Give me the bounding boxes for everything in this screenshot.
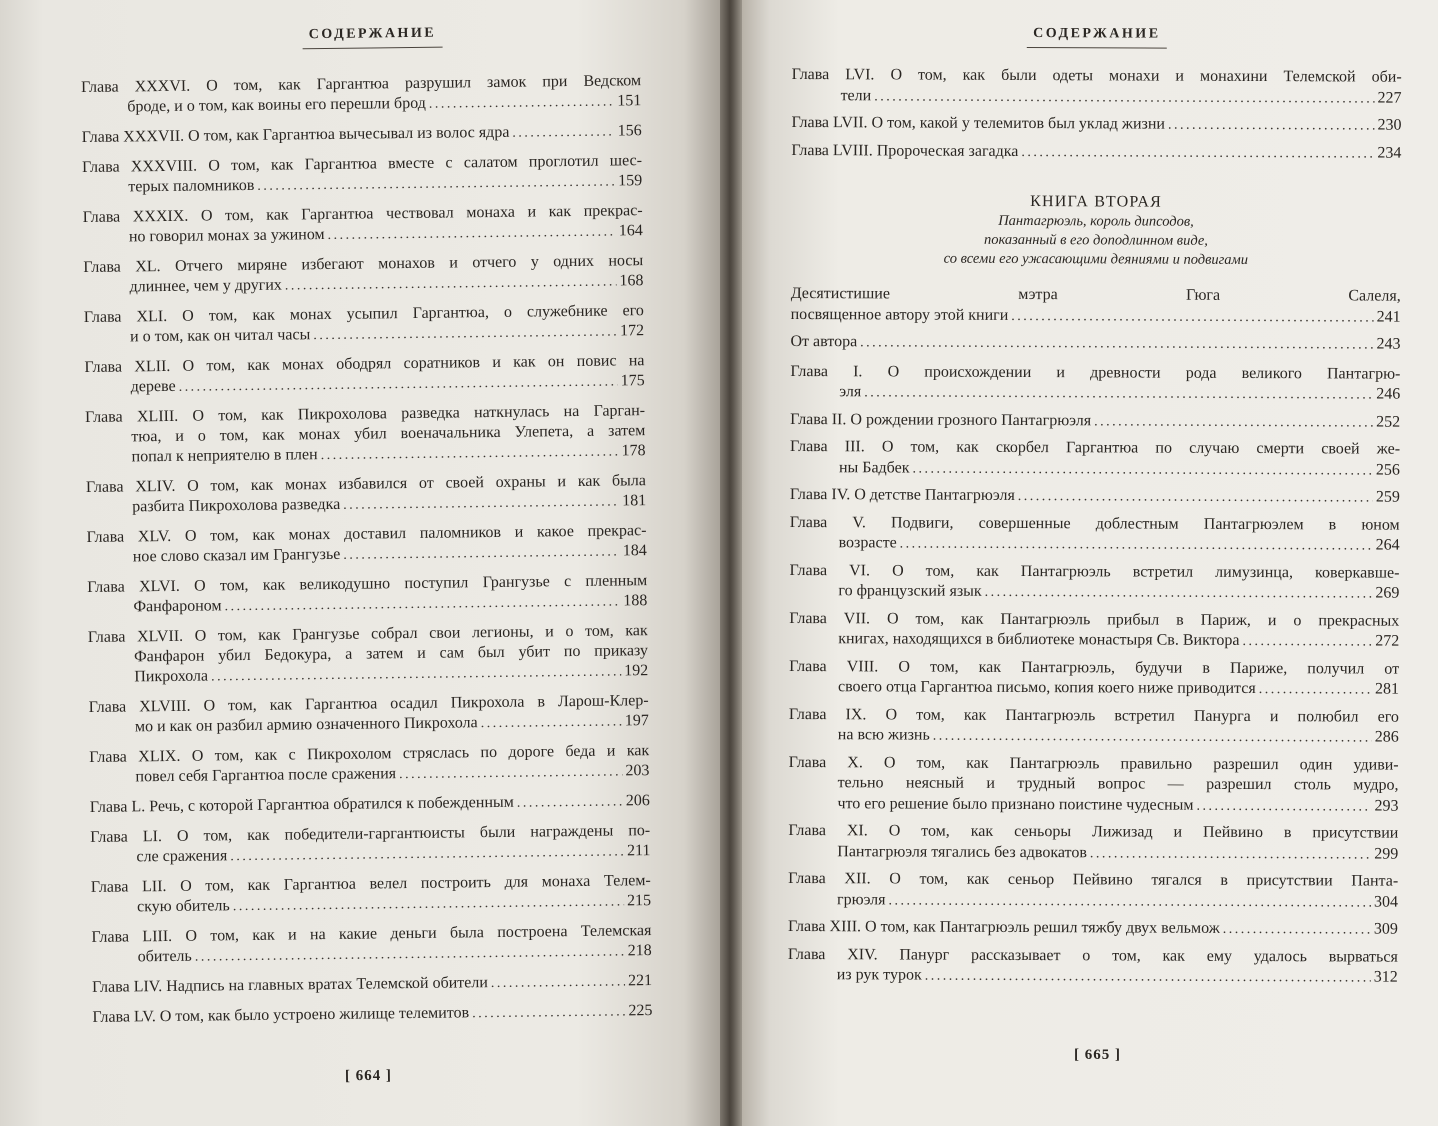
book-subtitle-line: показанный в его доподлинном виде, — [983, 231, 1208, 249]
toc-entry-title: Глава XLI. О том, как монах усыпил Гаргантюа, о служебнике его — [83, 302, 644, 326]
leader-dots — [1011, 306, 1373, 328]
leader-dots — [1223, 920, 1371, 941]
toc-entry — [792, 65, 1402, 110]
toc-entry-title: Глава XLII. О том, как монах ободрял соратников и как он повис на — [84, 352, 645, 376]
leader-dots — [517, 792, 623, 813]
leader-dots — [860, 333, 1373, 356]
toc-entry-continuation — [789, 677, 1399, 701]
toc-entry-text: Пантагрюэля тягались без адвокатов — [837, 842, 1087, 861]
toc-entry-title: Десятистишие мэтра Гюга Салеля, — [790, 284, 1401, 305]
toc-entry-continuation — [789, 581, 1399, 605]
toc-entry-title: Глава LIII. О том, как и на какие деньги была построена Телемская — [91, 922, 652, 946]
toc-page-number: 197 — [624, 712, 649, 730]
toc-entry-continuation — [788, 965, 1398, 989]
leader-dots — [179, 372, 618, 397]
toc-entry-line — [82, 121, 642, 149]
toc-entry-title: Глава XXXVI. О том, как Гаргантюа разрушил замок при Ведском — [80, 72, 642, 96]
toc-entry — [791, 113, 1401, 137]
right-page — [742, 0, 1438, 1126]
toc-page-number: 218 — [627, 942, 652, 960]
toc-page-number: 299 — [1374, 845, 1399, 863]
toc-page-number: 227 — [1377, 89, 1402, 107]
toc-entry — [791, 140, 1401, 164]
toc-entry — [789, 560, 1399, 605]
left-page-content — [80, 0, 653, 1038]
toc-entry — [790, 361, 1400, 406]
page-number: [ 665 ] — [1074, 1047, 1121, 1063]
toc-entry — [788, 944, 1398, 989]
toc-entry-text: Глава L. Речь, с которой Гаргантюа обратился к побежденным — [89, 793, 514, 816]
toc-entry-line — [790, 409, 1400, 433]
toc-entry-text: разбита Пикрохолова разведка — [132, 495, 341, 516]
leader-dots — [1090, 844, 1371, 866]
toc-page-number: 181 — [622, 492, 647, 510]
toc-entry — [90, 821, 650, 869]
toc-entry-text: Глава LVIII. Пророческая загадка — [791, 141, 1019, 160]
toc-entry — [84, 351, 644, 399]
toc-page-number: 230 — [1377, 116, 1402, 134]
toc-entry-line — [788, 917, 1398, 941]
toc-entry — [85, 401, 646, 469]
toc-entry-title: Глава XLVI. О том, как великодушно поступил Грангузье с пленным — [87, 572, 648, 596]
toc-entry-text: Глава LIV. Надпись на главных вратах Телемской обители — [91, 974, 488, 996]
toc-entry-title: Глава LII. О том, как Гаргантюа велел построить для монаха Телем- — [90, 872, 651, 896]
toc-entry-title: Глава XLIV. О том, как монах избавился от своей охраны и как была — [85, 472, 647, 496]
toc-page-number: 252 — [1376, 413, 1401, 431]
toc-entry-text: Глава II. О рождении грозного Пантагрюэля — [790, 410, 1092, 429]
toc-entry — [82, 121, 642, 149]
leader-dots — [900, 534, 1373, 557]
toc-page-number: 259 — [1375, 488, 1400, 506]
toc-entry-title: Глава XIV. Панург рассказывает о том, как ему удалось вырваться — [787, 945, 1398, 966]
leader-dots — [1243, 632, 1373, 653]
toc-page-number: 269 — [1375, 584, 1400, 602]
toc-entry — [82, 151, 642, 199]
toc-page-number: 172 — [619, 322, 645, 340]
toc-entry — [87, 571, 647, 619]
toc-entry — [791, 284, 1401, 329]
toc-page-number: 203 — [625, 762, 650, 780]
toc-entry-title: Глава XI. О том, как сеньоры Лижизад и Пейвино в присутствии — [788, 821, 1399, 842]
leader-dots — [925, 967, 1371, 989]
toc-entry-text: дереве — [130, 377, 176, 396]
toc-entry — [89, 741, 649, 789]
toc-page-number: 175 — [620, 372, 645, 390]
leader-dots — [933, 727, 1372, 749]
leader-dots — [257, 172, 615, 196]
toc-entry — [790, 437, 1400, 482]
toc-entry-title: Глава XLVII. О том, как Грангузье собрал свои легионы, и о том, как — [87, 622, 648, 646]
toc-entry-text: терых паломников — [128, 176, 255, 196]
toc-entry-title: Глава I. О происхождении и древности рода великого Пантагрю- — [790, 362, 1401, 383]
toc-entry — [790, 332, 1400, 356]
toc-page-number: 293 — [1374, 797, 1399, 815]
toc-entry-text: посвященное автору этой книги — [790, 305, 1009, 324]
leader-dots — [912, 459, 1373, 482]
toc-page-number: 211 — [626, 842, 651, 860]
toc-page-number: 264 — [1375, 536, 1400, 554]
leader-dots — [195, 942, 625, 967]
toc-entry — [92, 1001, 652, 1029]
toc-entry-text: Глава XXXVII. О том, как Гаргантюа вычесывал из волос ядра — [81, 123, 510, 146]
leader-dots — [1094, 412, 1373, 434]
toc-entry-title: Глава LI. О том, как победители-гаргантюисты были награждены по- — [90, 822, 651, 846]
toc-entry-text: От автора — [790, 332, 858, 351]
toc-entry-title: Глава XXXVIII. О том, как Гаргантюа вместе с салатом проглотил шес- — [81, 152, 643, 176]
toc-entry-continuation — [789, 725, 1399, 749]
toc-entry — [789, 656, 1399, 701]
toc-entry-title: Глава XLV. О том, как монах доставил паломников и какое прекрас- — [86, 522, 647, 546]
toc-entry — [83, 251, 643, 299]
toc-entry-title-continued: Фанфарон убил Бедокура, а затем и сам был убит по приказу — [133, 642, 649, 666]
leader-dots — [224, 592, 620, 617]
right-page-content — [788, 0, 1402, 995]
toc-page-number: 272 — [1375, 632, 1400, 650]
toc-entry — [788, 821, 1398, 866]
toc-entry-text: на всю жизнь — [837, 726, 930, 744]
book-subtitle-line: Пантагрюэль, король дипсодов, — [998, 212, 1194, 230]
toc-entry — [788, 917, 1398, 941]
toc-entry — [789, 608, 1399, 653]
leader-dots — [1259, 680, 1372, 701]
toc-entry-text: скую обитель — [136, 897, 230, 916]
toc-page-number: 243 — [1376, 335, 1401, 353]
toc-entry-title: Глава XLVIII. О том, как Гаргантюа осадил Пикрохола в Ларош-Клер- — [88, 692, 649, 716]
toc-entry — [790, 485, 1400, 509]
toc-page-number: 156 — [617, 122, 642, 140]
toc-entry-text: го французский язык — [838, 582, 982, 600]
page-number: [ 664 ] — [344, 1067, 393, 1085]
leader-dots — [472, 1002, 625, 1024]
toc-page-number: 256 — [1375, 461, 1400, 479]
toc-entry-title: Глава III. О том, как скорбел Гаргантюа по случаю смерти своей же- — [790, 437, 1401, 458]
toc-entry-title: Глава X. О том, как Пантагрюэль правильно разрешил один удиви- — [788, 753, 1399, 774]
toc-entry-continuation — [788, 889, 1398, 913]
leader-dots — [327, 222, 616, 246]
toc-entry — [92, 971, 652, 999]
leader-dots — [1018, 487, 1373, 509]
toc-entry-title: Глава V. Подвиги, совершенные доблестным Пантагрюэлем в юном — [789, 513, 1400, 534]
toc-entry — [86, 521, 646, 569]
running-head — [92, 23, 652, 56]
toc-entry-text: сле сражения — [136, 847, 228, 866]
toc-entry — [90, 791, 650, 819]
toc-page-number: 192 — [624, 662, 649, 680]
toc-entry-line — [791, 304, 1401, 328]
toc-page-number: 241 — [1376, 308, 1401, 326]
toc-entry — [91, 921, 651, 969]
toc-entry-continuation — [789, 629, 1399, 653]
toc-entry-text: из рук турок — [836, 966, 922, 984]
toc-entry — [91, 871, 651, 919]
toc-entry-title: Глава XLIII. О том, как Пикрохолова разведка наткнулась на Гарган- — [84, 402, 646, 426]
toc-page-number: 225 — [628, 1002, 653, 1020]
leader-dots — [321, 442, 619, 466]
toc-page-number: 221 — [627, 972, 653, 990]
toc-entry-text: но говорил монах за ужином — [128, 226, 325, 246]
toc-entry-text: Фанфароном — [133, 597, 222, 616]
book-title: КНИГА ВТОРАЯ — [1030, 193, 1163, 211]
toc-entry-title: Глава IX. О том, как Пантагрюэль встретил Панурга и полюбил его — [788, 705, 1399, 726]
leader-dots — [1197, 796, 1372, 817]
toc-page-number: 234 — [1377, 144, 1402, 162]
toc-entry-text: книгах, находящихся в библиотеке монастыря Св. Виктора — [838, 630, 1240, 649]
toc-entry — [83, 201, 643, 249]
leader-dots — [233, 892, 625, 917]
toc-entry-title: Глава VI. О том, как Пантагрюэль встретил лимузинца, коверкавше- — [789, 561, 1400, 582]
toc-entry-line — [791, 140, 1401, 164]
toc-entry — [84, 301, 644, 349]
running-head — [792, 25, 1402, 54]
running-head-text: СОДЕРЖАНИЕ — [1027, 26, 1167, 49]
toc-entry-text: Глава LV. О том, как было устроено жилище телемитов — [92, 1004, 470, 1026]
toc-entry-continuation — [788, 793, 1398, 817]
toc-entry-text: мо и как он разбил армию означенного Пикрохола — [134, 714, 478, 736]
leader-dots — [874, 87, 1374, 110]
toc-entry — [788, 869, 1398, 914]
toc-entry-text: повел себя Гаргантюа после сражения — [135, 765, 397, 786]
toc-entry-line — [92, 971, 652, 999]
leader-dots — [313, 322, 617, 346]
toc-entry-text: ны Бадбек — [838, 458, 910, 477]
toc-entry — [86, 471, 646, 519]
toc-entry — [790, 512, 1400, 557]
toc-entry-text: своего отца Гаргантюа письмо, копия коего ниже приводится — [837, 678, 1256, 698]
toc-entry-title-continued: тельно неясный и трудный вопрос — разрешил столь мудро, — [837, 774, 1399, 794]
toc-page-number: 178 — [621, 442, 646, 460]
leader-dots — [230, 842, 624, 867]
toc-entry-continuation — [790, 457, 1400, 481]
toc-entry-continuation — [790, 382, 1400, 406]
toc-entry-continuation — [792, 85, 1402, 109]
toc-page-number: 281 — [1374, 680, 1400, 698]
running-head-text: СОДЕРЖАНИЕ — [303, 26, 443, 50]
toc-page-number: 286 — [1374, 728, 1399, 746]
toc-page-number: 151 — [617, 92, 642, 110]
front-matter-list — [790, 284, 1400, 356]
toc-entry-line — [791, 113, 1401, 137]
toc-entry-title-continued: тюа, и о том, как монах убил военачальника Улепета, а затем — [131, 422, 646, 446]
toc-entry — [81, 71, 641, 119]
leader-dots — [429, 92, 615, 114]
leader-dots — [512, 122, 615, 143]
toc-entry-text: что его решение было признано поистине чудесным — [837, 794, 1194, 814]
book-gutter — [720, 0, 742, 1126]
toc-entry — [790, 409, 1400, 433]
toc-entry-text: обитель — [137, 947, 192, 966]
toc-entry-title: Глава XXXIX. О том, как Гаргантюа чествовал монаха и как прекрас- — [82, 202, 643, 226]
toc-entry-title: Глава VII. О том, как Пантагрюэль прибыл в Париж, и о прекрасных — [789, 609, 1400, 630]
leader-dots — [481, 712, 622, 734]
toc-page-number: 246 — [1376, 385, 1401, 403]
table-of-contents — [791, 65, 1401, 165]
table-of-contents — [788, 361, 1401, 989]
toc-entry-text: броде, и о том, как воины его перешли брод — [127, 94, 426, 116]
leader-dots — [343, 542, 620, 565]
toc-entry-text: попал к неприятелю в плен — [131, 446, 318, 466]
leader-dots — [1168, 116, 1375, 137]
toc-entry-line — [790, 332, 1400, 356]
toc-entry-text: Глава IV. О детстве Пантагрюэля — [789, 485, 1015, 504]
toc-entry-continuation — [788, 841, 1398, 865]
toc-entry-text: эля — [839, 383, 862, 401]
toc-entry — [789, 704, 1399, 749]
toc-entry-text: ное слово сказал им Грангузье — [132, 545, 341, 566]
toc-page-number: 309 — [1373, 920, 1398, 938]
toc-page-number: 168 — [619, 272, 644, 290]
toc-entry-continuation — [790, 533, 1400, 557]
toc-page-number: 184 — [622, 542, 647, 560]
leader-dots — [1021, 143, 1374, 165]
leader-dots — [888, 891, 1371, 914]
toc-page-number: 164 — [618, 222, 643, 240]
leader-dots — [211, 662, 621, 687]
toc-entry-text: возрасте — [838, 534, 897, 552]
leader-dots — [985, 583, 1373, 605]
toc-entry-title: Глава XII. О том, как сеньор Пейвино тягался в присутствии Панта- — [788, 869, 1399, 890]
leader-dots — [864, 383, 1373, 406]
toc-entry-text: Глава XIII. О том, как Пантагрюэль решил тяжбу двух вельмож — [787, 917, 1220, 937]
leader-dots — [399, 762, 623, 785]
leader-dots — [343, 492, 619, 515]
toc-entry-line — [790, 485, 1400, 509]
toc-page-number: 312 — [1373, 968, 1398, 986]
toc-entry-line — [92, 1001, 652, 1029]
toc-entry-text: и о том, как он читал часы — [130, 326, 311, 346]
toc-page-number: 188 — [623, 592, 648, 610]
toc-entry-title: Глава VIII. О том, как Пантагрюэль, будучи в Париже, получил от — [789, 657, 1400, 678]
leader-dots — [285, 272, 617, 296]
toc-entry — [788, 752, 1398, 817]
leader-dots — [491, 972, 625, 994]
toc-entry-text: длиннее, чем у других — [129, 276, 282, 296]
toc-entry-title: Глава XL. Отчего миряне избегают монахов и отчего у одних носы — [83, 252, 644, 276]
toc-entry-text: Глава LVII. О том, какой у телемитов был уклад жизни — [791, 113, 1166, 133]
toc-entry — [89, 691, 649, 739]
table-of-contents — [81, 71, 653, 1029]
book-subtitle-line: со всеми его ужасающими деяниями и подвигами — [943, 250, 1249, 268]
toc-entry-line — [90, 791, 650, 819]
toc-entry-text: грюэля — [837, 890, 886, 908]
book-heading — [791, 190, 1401, 271]
toc-entry — [88, 621, 649, 689]
toc-page-number: 215 — [626, 892, 652, 910]
toc-page-number: 159 — [618, 172, 643, 190]
toc-entry-title: Глава LVI. О том, как были одеты монахи и монахини Телемской оби- — [791, 65, 1402, 86]
toc-page-number: 304 — [1374, 893, 1399, 911]
toc-page-number: 206 — [625, 792, 650, 810]
toc-entry-text: тели — [840, 86, 872, 104]
toc-entry-text: Пикрохола — [134, 667, 209, 686]
toc-entry-title: Глава XLIX. О том, как с Пикрохолом стряслась по дороге беда и как — [89, 742, 650, 766]
